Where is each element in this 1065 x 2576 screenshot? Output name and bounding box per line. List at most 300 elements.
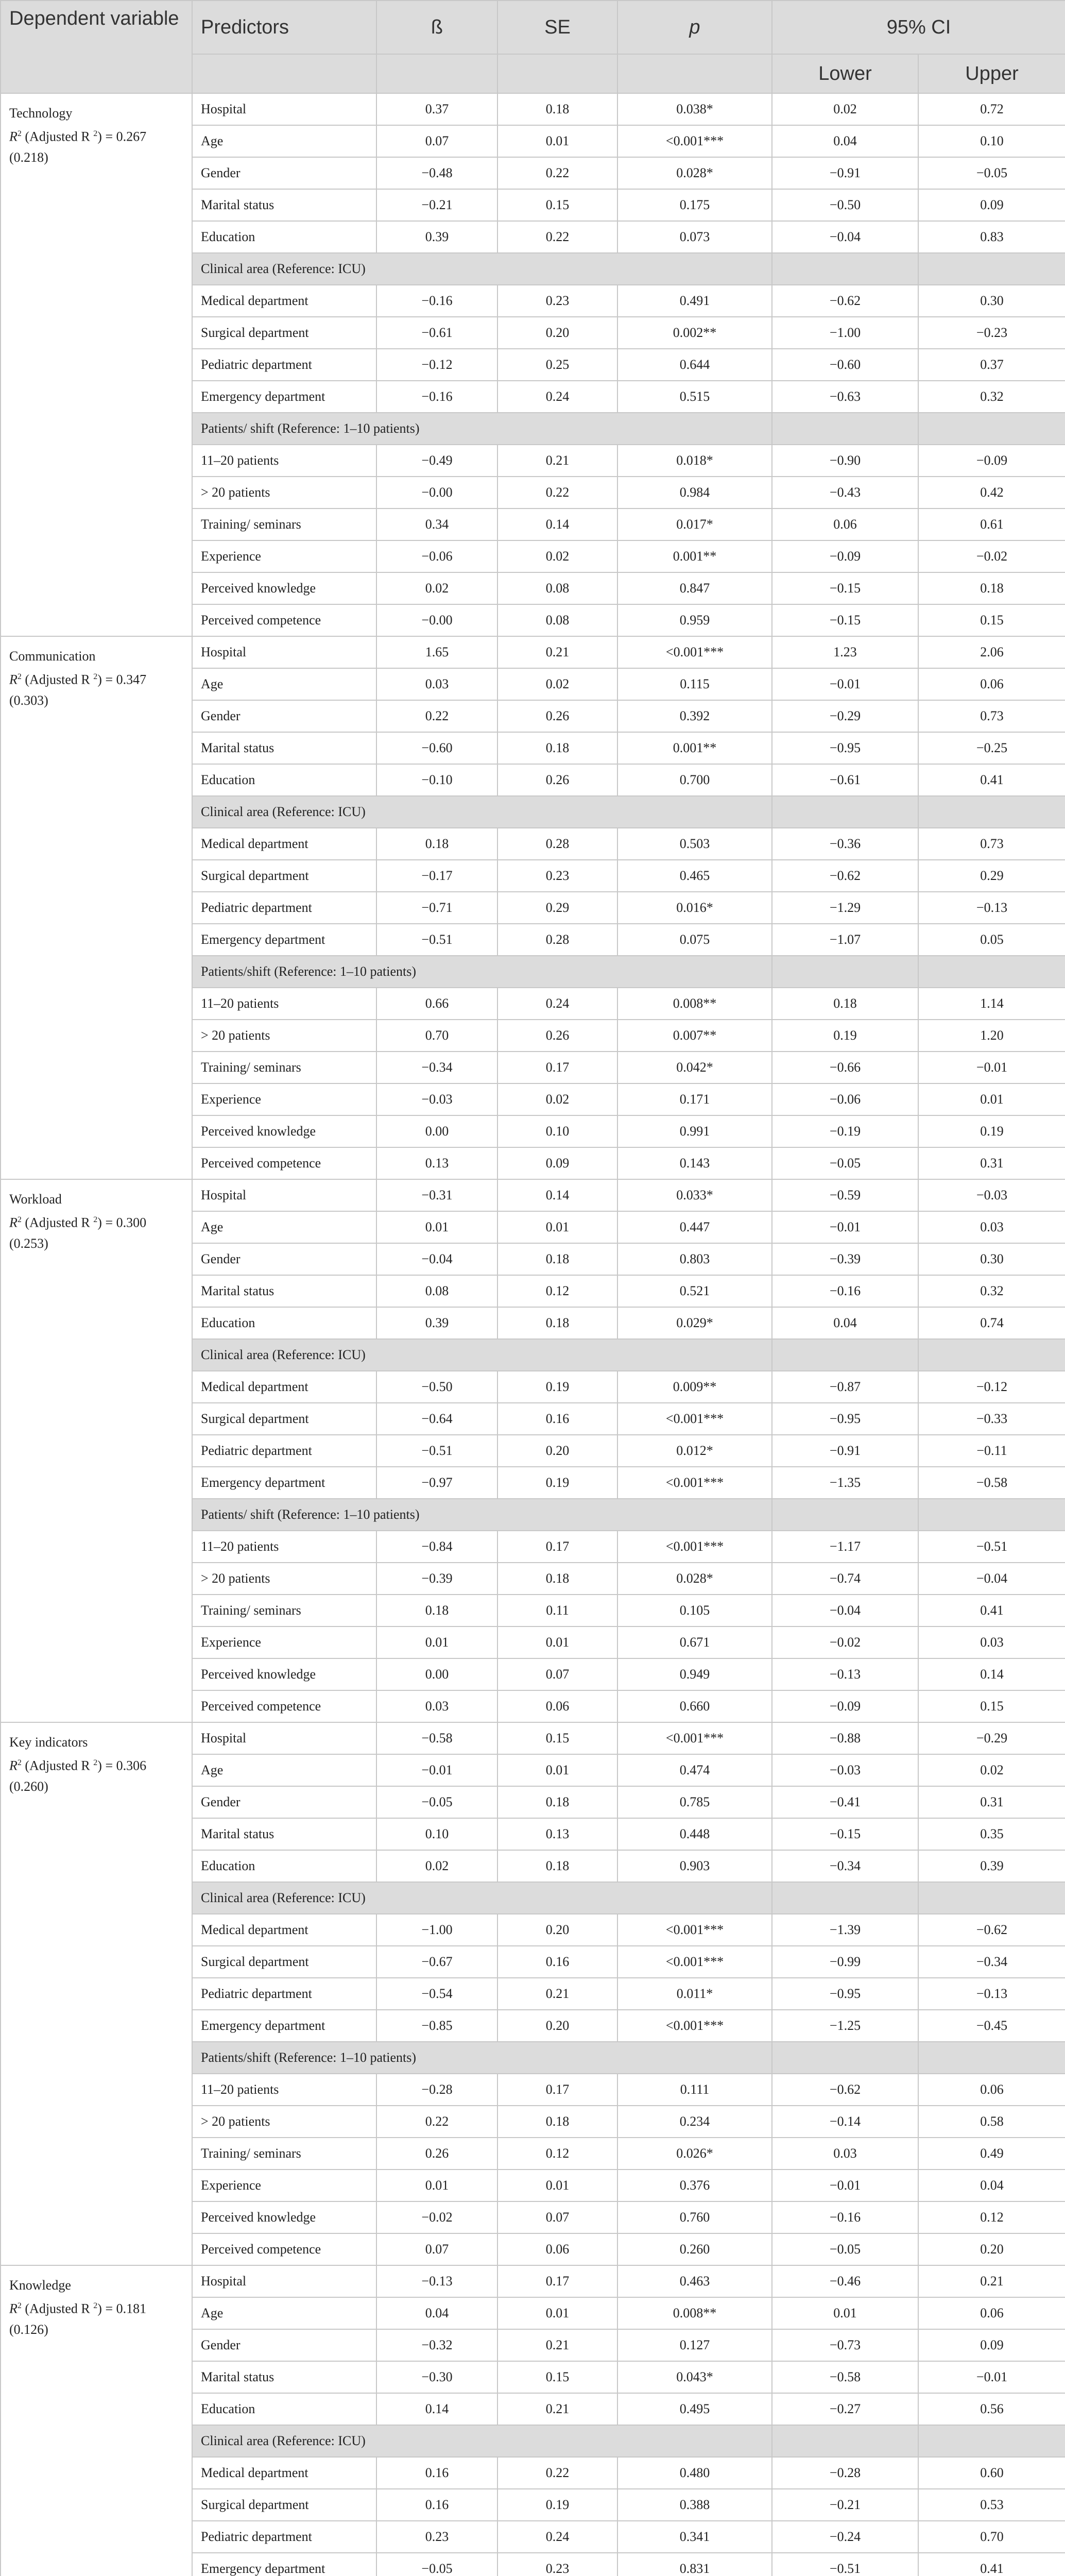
ci-lower-cell: −0.02	[772, 1626, 918, 1658]
p-value-cell: 0.671	[617, 1626, 772, 1658]
ci-upper-cell: 0.12	[918, 2201, 1065, 2233]
ci-upper-cell: 0.03	[918, 1626, 1065, 1658]
ci-upper-cell: 1.20	[918, 1020, 1065, 1052]
predictor-cell: > 20 patients	[192, 477, 376, 509]
se-cell: 0.20	[497, 1435, 617, 1467]
se-cell: 0.01	[497, 1754, 617, 1786]
se-cell: 0.01	[497, 1211, 617, 1243]
header-beta: ß	[376, 1, 497, 54]
p-value-cell: 0.016*	[617, 892, 772, 924]
beta-cell: −0.58	[376, 1722, 497, 1754]
predictor-cell: Training/ seminars	[192, 1052, 376, 1083]
p-value-cell: 0.042*	[617, 1052, 772, 1083]
p-value-cell: <0.001***	[617, 1403, 772, 1435]
se-cell: 0.18	[497, 732, 617, 764]
beta-cell: −0.16	[376, 285, 497, 317]
ci-upper-cell: 0.53	[918, 2489, 1065, 2521]
beta-cell: −0.51	[376, 1435, 497, 1467]
ci-lower-cell: −0.27	[772, 2393, 918, 2425]
predictor-cell: Emergency department	[192, 2553, 376, 2576]
subheader-label: Clinical area (Reference: ICU)	[192, 796, 772, 828]
subheader-label: Clinical area (Reference: ICU)	[192, 253, 772, 285]
ci-lower-cell: 0.18	[772, 988, 918, 1020]
se-cell: 0.02	[497, 540, 617, 572]
r-squared-value: ) = 0.181	[97, 2301, 147, 2316]
ci-lower-cell: 0.02	[772, 93, 918, 125]
ci-lower-cell: −1.07	[772, 924, 918, 956]
se-cell: 0.18	[497, 93, 617, 125]
ci-upper-cell: −0.01	[918, 2361, 1065, 2393]
beta-cell: 0.18	[376, 828, 497, 860]
ci-upper-cell: 0.06	[918, 2297, 1065, 2329]
header-p: p	[617, 1, 772, 54]
ci-upper-cell: 0.74	[918, 1307, 1065, 1339]
header-predictors: Predictors	[192, 1, 376, 54]
se-cell: 0.23	[497, 860, 617, 892]
subheader-blank-cell	[772, 2042, 918, 2074]
beta-cell: 0.00	[376, 1658, 497, 1690]
p-value-cell: 0.012*	[617, 1435, 772, 1467]
ci-upper-cell: 0.31	[918, 1147, 1065, 1179]
predictor-cell: Gender	[192, 1786, 376, 1818]
ci-lower-cell: −1.39	[772, 1914, 918, 1946]
se-cell: 0.19	[497, 2489, 617, 2521]
beta-cell: 0.16	[376, 2457, 497, 2489]
subheader-blank-cell	[772, 956, 918, 988]
se-cell: 0.20	[497, 317, 617, 349]
p-value-cell: 0.002**	[617, 317, 772, 349]
se-cell: 0.28	[497, 924, 617, 956]
beta-cell: −1.00	[376, 1914, 497, 1946]
ci-upper-cell: −0.12	[918, 1371, 1065, 1403]
predictor-cell: Perceived competence	[192, 2233, 376, 2265]
ci-upper-cell: 0.39	[918, 1850, 1065, 1882]
predictor-cell: Gender	[192, 700, 376, 732]
ci-lower-cell: −0.62	[772, 2074, 918, 2106]
beta-cell: 0.66	[376, 988, 497, 1020]
predictor-cell: Hospital	[192, 2265, 376, 2297]
p-value-cell: 0.105	[617, 1595, 772, 1626]
se-cell: 0.21	[497, 636, 617, 668]
predictor-cell: Surgical department	[192, 317, 376, 349]
se-cell: 0.01	[497, 2170, 617, 2201]
r-squared-value: ) = 0.347	[97, 672, 147, 687]
predictor-cell: Gender	[192, 2329, 376, 2361]
predictor-cell: Age	[192, 668, 376, 700]
ci-lower-cell: −1.25	[772, 2010, 918, 2042]
p-value-cell: 0.491	[617, 285, 772, 317]
se-cell: 0.13	[497, 1818, 617, 1850]
p-value-cell: 0.903	[617, 1850, 772, 1882]
beta-cell: −0.85	[376, 2010, 497, 2042]
se-cell: 0.25	[497, 349, 617, 381]
se-cell: 0.09	[497, 1147, 617, 1179]
p-value-cell: 0.007**	[617, 1020, 772, 1052]
predictor-cell: Gender	[192, 1243, 376, 1275]
dependent-variable-cell	[1, 1722, 192, 2265]
beta-cell: 0.08	[376, 1275, 497, 1307]
predictor-cell: Marital status	[192, 189, 376, 221]
p-value-cell: <0.001***	[617, 636, 772, 668]
p-value-cell: <0.001***	[617, 1946, 772, 1978]
subheader-blank-cell	[918, 956, 1065, 988]
ci-upper-cell: −0.34	[918, 1946, 1065, 1978]
predictor-cell: Marital status	[192, 2361, 376, 2393]
p-value-cell: 0.392	[617, 700, 772, 732]
subheader-blank-cell	[772, 1499, 918, 1531]
predictor-cell: Emergency department	[192, 381, 376, 413]
ci-lower-cell: −0.29	[772, 700, 918, 732]
ci-lower-cell: −1.00	[772, 317, 918, 349]
p-value-cell: 0.447	[617, 1211, 772, 1243]
p-value-cell: 0.175	[617, 189, 772, 221]
se-cell: 0.24	[497, 988, 617, 1020]
ci-upper-cell: −0.45	[918, 2010, 1065, 2042]
p-value-cell: <0.001***	[617, 1467, 772, 1499]
ci-upper-cell: −0.02	[918, 540, 1065, 572]
beta-cell: 0.04	[376, 2297, 497, 2329]
ci-lower-cell: −1.35	[772, 1467, 918, 1499]
ci-upper-cell: −0.29	[918, 1722, 1065, 1754]
ci-lower-cell: −0.91	[772, 157, 918, 189]
p-value-cell: 0.803	[617, 1243, 772, 1275]
predictor-cell: Surgical department	[192, 2489, 376, 2521]
ci-upper-cell: 0.35	[918, 1818, 1065, 1850]
se-cell: 0.23	[497, 2553, 617, 2576]
header-blank-se	[497, 54, 617, 93]
ci-upper-cell: 0.06	[918, 668, 1065, 700]
ci-lower-cell: −0.34	[772, 1850, 918, 1882]
ci-upper-cell: 0.83	[918, 221, 1065, 253]
predictor-cell: 11–20 patients	[192, 2074, 376, 2106]
predictor-cell: 11–20 patients	[192, 1531, 376, 1563]
se-cell: 0.22	[497, 2457, 617, 2489]
se-cell: 0.08	[497, 572, 617, 604]
r-squared-value: ) = 0.300	[97, 1215, 147, 1230]
ci-lower-cell: −0.06	[772, 1083, 918, 1115]
beta-cell: −0.05	[376, 1786, 497, 1818]
se-cell: 0.18	[497, 1850, 617, 1882]
ci-upper-cell: −0.13	[918, 1978, 1065, 2010]
se-cell: 0.18	[497, 1786, 617, 1818]
predictor-cell: Education	[192, 221, 376, 253]
p-value-cell: 0.949	[617, 1658, 772, 1690]
se-cell: 0.22	[497, 221, 617, 253]
predictor-cell: Training/ seminars	[192, 509, 376, 540]
header-ci: 95% CI	[772, 1, 1065, 54]
beta-cell: −0.10	[376, 764, 497, 796]
r-squared-label: (Adjusted R	[25, 2301, 90, 2316]
ci-upper-cell: 0.02	[918, 1754, 1065, 1786]
se-cell: 0.24	[497, 381, 617, 413]
beta-cell: 0.00	[376, 1115, 497, 1147]
adjusted-r-squared-value: (0.218)	[9, 149, 48, 165]
predictor-cell: 11–20 patients	[192, 445, 376, 477]
predictor-cell: Training/ seminars	[192, 1595, 376, 1626]
se-cell: 0.02	[497, 1083, 617, 1115]
table-row	[1, 2265, 1065, 2297]
beta-cell: 0.14	[376, 2393, 497, 2425]
dependent-variable-name: Knowledge	[9, 2278, 71, 2293]
beta-cell: 0.07	[376, 2233, 497, 2265]
beta-cell: 0.03	[376, 1690, 497, 1722]
se-cell: 0.17	[497, 1531, 617, 1563]
se-cell: 0.20	[497, 2010, 617, 2042]
ci-upper-cell: 0.09	[918, 2329, 1065, 2361]
p-value-cell: 0.959	[617, 604, 772, 636]
se-cell: 0.02	[497, 668, 617, 700]
ci-lower-cell: −0.87	[772, 1371, 918, 1403]
beta-cell: −0.34	[376, 1052, 497, 1083]
beta-cell: 0.22	[376, 2106, 497, 2138]
ci-lower-cell: 0.19	[772, 1020, 918, 1052]
beta-cell: −0.32	[376, 2329, 497, 2361]
se-cell: 0.18	[497, 2106, 617, 2138]
p-value-cell: 0.075	[617, 924, 772, 956]
se-cell: 0.06	[497, 1690, 617, 1722]
p-value-cell: 0.480	[617, 2457, 772, 2489]
ci-upper-cell: 0.10	[918, 125, 1065, 157]
beta-cell: −0.84	[376, 1531, 497, 1563]
beta-cell: 0.07	[376, 125, 497, 157]
header-blank-predictors	[192, 54, 376, 93]
subheader-blank-cell	[772, 413, 918, 445]
predictor-cell: Perceived knowledge	[192, 572, 376, 604]
ci-upper-cell: 0.72	[918, 93, 1065, 125]
p-value-cell: 0.785	[617, 1786, 772, 1818]
dependent-variable-name: Key indicators	[9, 1735, 88, 1750]
p-value-cell: 0.448	[617, 1818, 772, 1850]
r-squared-line: $R^2$ (Adjusted R $^2$) = 0.267	[9, 129, 147, 144]
header-blank-p	[617, 54, 772, 93]
p-value-cell: <0.001***	[617, 2010, 772, 2042]
p-value-cell: 0.008**	[617, 988, 772, 1020]
ci-lower-cell: −1.17	[772, 1531, 918, 1563]
beta-cell: −0.21	[376, 189, 497, 221]
ci-lower-cell: −0.95	[772, 1978, 918, 2010]
predictor-cell: Hospital	[192, 1179, 376, 1211]
p-value-cell: 0.376	[617, 2170, 772, 2201]
predictor-cell: Hospital	[192, 1722, 376, 1754]
p-value-cell: 0.515	[617, 381, 772, 413]
p-value-cell: 0.760	[617, 2201, 772, 2233]
r-squared-label: (Adjusted R	[25, 129, 90, 144]
ci-lower-cell: −0.50	[772, 189, 918, 221]
subheader-label: Patients/ shift (Reference: 1–10 patients)	[192, 413, 772, 445]
beta-cell: −0.51	[376, 924, 497, 956]
beta-cell: −0.64	[376, 1403, 497, 1435]
beta-cell: −0.39	[376, 1563, 497, 1595]
p-value-cell: 0.127	[617, 2329, 772, 2361]
ci-upper-cell: 0.42	[918, 477, 1065, 509]
p-value-cell: 0.171	[617, 1083, 772, 1115]
ci-lower-cell: −0.63	[772, 381, 918, 413]
subheader-label: Clinical area (Reference: ICU)	[192, 2425, 772, 2457]
predictor-cell: Age	[192, 2297, 376, 2329]
beta-cell: −0.60	[376, 732, 497, 764]
p-value-cell: <0.001***	[617, 125, 772, 157]
ci-upper-cell: 0.21	[918, 2265, 1065, 2297]
p-value-cell: 0.033*	[617, 1179, 772, 1211]
predictor-cell: Experience	[192, 540, 376, 572]
beta-cell: −0.01	[376, 1754, 497, 1786]
ci-upper-cell: 0.32	[918, 1275, 1065, 1307]
p-value-cell: <0.001***	[617, 1531, 772, 1563]
p-value-cell: 0.991	[617, 1115, 772, 1147]
predictor-cell: Perceived knowledge	[192, 1658, 376, 1690]
subheader-label: Patients/shift (Reference: 1–10 patients)	[192, 956, 772, 988]
p-value-cell: <0.001***	[617, 1914, 772, 1946]
beta-cell: 1.65	[376, 636, 497, 668]
ci-lower-cell: −0.15	[772, 572, 918, 604]
table-header	[1, 1, 1065, 93]
se-cell: 0.08	[497, 604, 617, 636]
dependent-variable-cell	[1, 636, 192, 1179]
p-value-cell: 0.011*	[617, 1978, 772, 2010]
predictor-cell: Surgical department	[192, 860, 376, 892]
ci-lower-cell: −0.58	[772, 2361, 918, 2393]
p-value-cell: 0.043*	[617, 2361, 772, 2393]
ci-upper-cell: 0.73	[918, 828, 1065, 860]
beta-cell: −0.17	[376, 860, 497, 892]
predictor-cell: Education	[192, 764, 376, 796]
predictor-cell: Pediatric department	[192, 349, 376, 381]
predictor-cell: Marital status	[192, 732, 376, 764]
beta-cell: −0.71	[376, 892, 497, 924]
ci-upper-cell: 0.31	[918, 1786, 1065, 1818]
ci-upper-cell: 0.29	[918, 860, 1065, 892]
ci-upper-cell: 0.60	[918, 2457, 1065, 2489]
p-value-cell: <0.001***	[617, 1722, 772, 1754]
ci-lower-cell: −0.16	[772, 1275, 918, 1307]
predictor-cell: Pediatric department	[192, 1978, 376, 2010]
adjusted-r-squared-value: (0.260)	[9, 1778, 48, 1794]
ci-lower-cell: −0.36	[772, 828, 918, 860]
ci-upper-cell: 0.30	[918, 1243, 1065, 1275]
predictor-cell: Age	[192, 1754, 376, 1786]
predictor-cell: Marital status	[192, 1818, 376, 1850]
adjusted-r-squared-value: (0.253)	[9, 1235, 48, 1251]
p-value-cell: 0.463	[617, 2265, 772, 2297]
beta-cell: 0.18	[376, 1595, 497, 1626]
se-cell: 0.17	[497, 1052, 617, 1083]
ci-lower-cell: −0.15	[772, 1818, 918, 1850]
dependent-variable-cell	[1, 93, 192, 636]
ci-lower-cell: −0.15	[772, 604, 918, 636]
ci-upper-cell: 0.20	[918, 2233, 1065, 2265]
subheader-blank-cell	[918, 796, 1065, 828]
predictor-cell: Emergency department	[192, 1467, 376, 1499]
p-value-cell: 0.001**	[617, 540, 772, 572]
ci-lower-cell: −0.01	[772, 1211, 918, 1243]
ci-upper-cell: 0.14	[918, 1658, 1065, 1690]
p-value-cell: 0.831	[617, 2553, 772, 2576]
predictor-cell: Experience	[192, 2170, 376, 2201]
ci-lower-cell: −0.62	[772, 285, 918, 317]
p-value-cell: 0.495	[617, 2393, 772, 2425]
se-cell: 0.21	[497, 2329, 617, 2361]
beta-cell: −0.13	[376, 2265, 497, 2297]
p-value-cell: 0.008**	[617, 2297, 772, 2329]
ci-lower-cell: −0.43	[772, 477, 918, 509]
subheader-blank-cell	[918, 2042, 1065, 2074]
subheader-blank-cell	[772, 253, 918, 285]
beta-cell: −0.67	[376, 1946, 497, 1978]
ci-upper-cell: 0.06	[918, 2074, 1065, 2106]
ci-lower-cell: −0.99	[772, 1946, 918, 1978]
ci-lower-cell: −0.95	[772, 1403, 918, 1435]
subheader-blank-cell	[772, 1339, 918, 1371]
ci-upper-cell: 0.37	[918, 349, 1065, 381]
p-value-cell: 0.017*	[617, 509, 772, 540]
subheader-blank-cell	[918, 413, 1065, 445]
ci-lower-cell: −0.01	[772, 668, 918, 700]
se-cell: 0.06	[497, 2233, 617, 2265]
beta-cell: −0.97	[376, 1467, 497, 1499]
ci-upper-cell: 0.15	[918, 1690, 1065, 1722]
p-value-cell: 0.029*	[617, 1307, 772, 1339]
se-cell: 0.16	[497, 1403, 617, 1435]
ci-lower-cell: −0.04	[772, 1595, 918, 1626]
se-cell: 0.11	[497, 1595, 617, 1626]
ci-lower-cell: −0.04	[772, 221, 918, 253]
se-cell: 0.26	[497, 764, 617, 796]
ci-lower-cell: −0.73	[772, 2329, 918, 2361]
beta-cell: 0.37	[376, 93, 497, 125]
p-value-cell: 0.143	[617, 1147, 772, 1179]
ci-upper-cell: −0.51	[918, 1531, 1065, 1563]
table-row	[1, 93, 1065, 125]
se-cell: 0.19	[497, 1371, 617, 1403]
se-cell: 0.20	[497, 1914, 617, 1946]
beta-cell: −0.30	[376, 2361, 497, 2393]
p-value-cell: 0.474	[617, 1754, 772, 1786]
ci-upper-cell: 0.41	[918, 2553, 1065, 2576]
ci-lower-cell: −0.16	[772, 2201, 918, 2233]
predictor-cell: Pediatric department	[192, 1435, 376, 1467]
beta-cell: 0.01	[376, 1626, 497, 1658]
ci-upper-cell: 0.01	[918, 1083, 1065, 1115]
subheader-blank-cell	[772, 1882, 918, 1914]
predictor-cell: Medical department	[192, 285, 376, 317]
subheader-label: Clinical area (Reference: ICU)	[192, 1339, 772, 1371]
se-cell: 0.26	[497, 1020, 617, 1052]
dependent-variable-cell	[1, 1179, 192, 1722]
table-row	[1, 1179, 1065, 1211]
p-value-cell: 0.028*	[617, 157, 772, 189]
predictor-cell: Perceived competence	[192, 1690, 376, 1722]
p-value-cell: 0.111	[617, 2074, 772, 2106]
se-cell: 0.17	[497, 2074, 617, 2106]
p-value-cell: 0.700	[617, 764, 772, 796]
se-cell: 0.18	[497, 1563, 617, 1595]
dependent-variable-name: Communication	[9, 649, 96, 664]
r-squared-line: $R^2$ (Adjusted R $^2$) = 0.347	[9, 672, 147, 687]
beta-cell: −0.06	[376, 540, 497, 572]
p-value-cell: 0.038*	[617, 93, 772, 125]
beta-cell: 0.01	[376, 2170, 497, 2201]
se-cell: 0.15	[497, 2361, 617, 2393]
beta-cell: −0.54	[376, 1978, 497, 2010]
se-cell: 0.01	[497, 2297, 617, 2329]
ci-upper-cell: 0.30	[918, 285, 1065, 317]
ci-upper-cell: 0.03	[918, 1211, 1065, 1243]
p-value-cell: 0.115	[617, 668, 772, 700]
ci-lower-cell: −0.09	[772, 540, 918, 572]
p-value-cell: 0.984	[617, 477, 772, 509]
ci-lower-cell: −0.01	[772, 2170, 918, 2201]
predictor-cell: 11–20 patients	[192, 988, 376, 1020]
